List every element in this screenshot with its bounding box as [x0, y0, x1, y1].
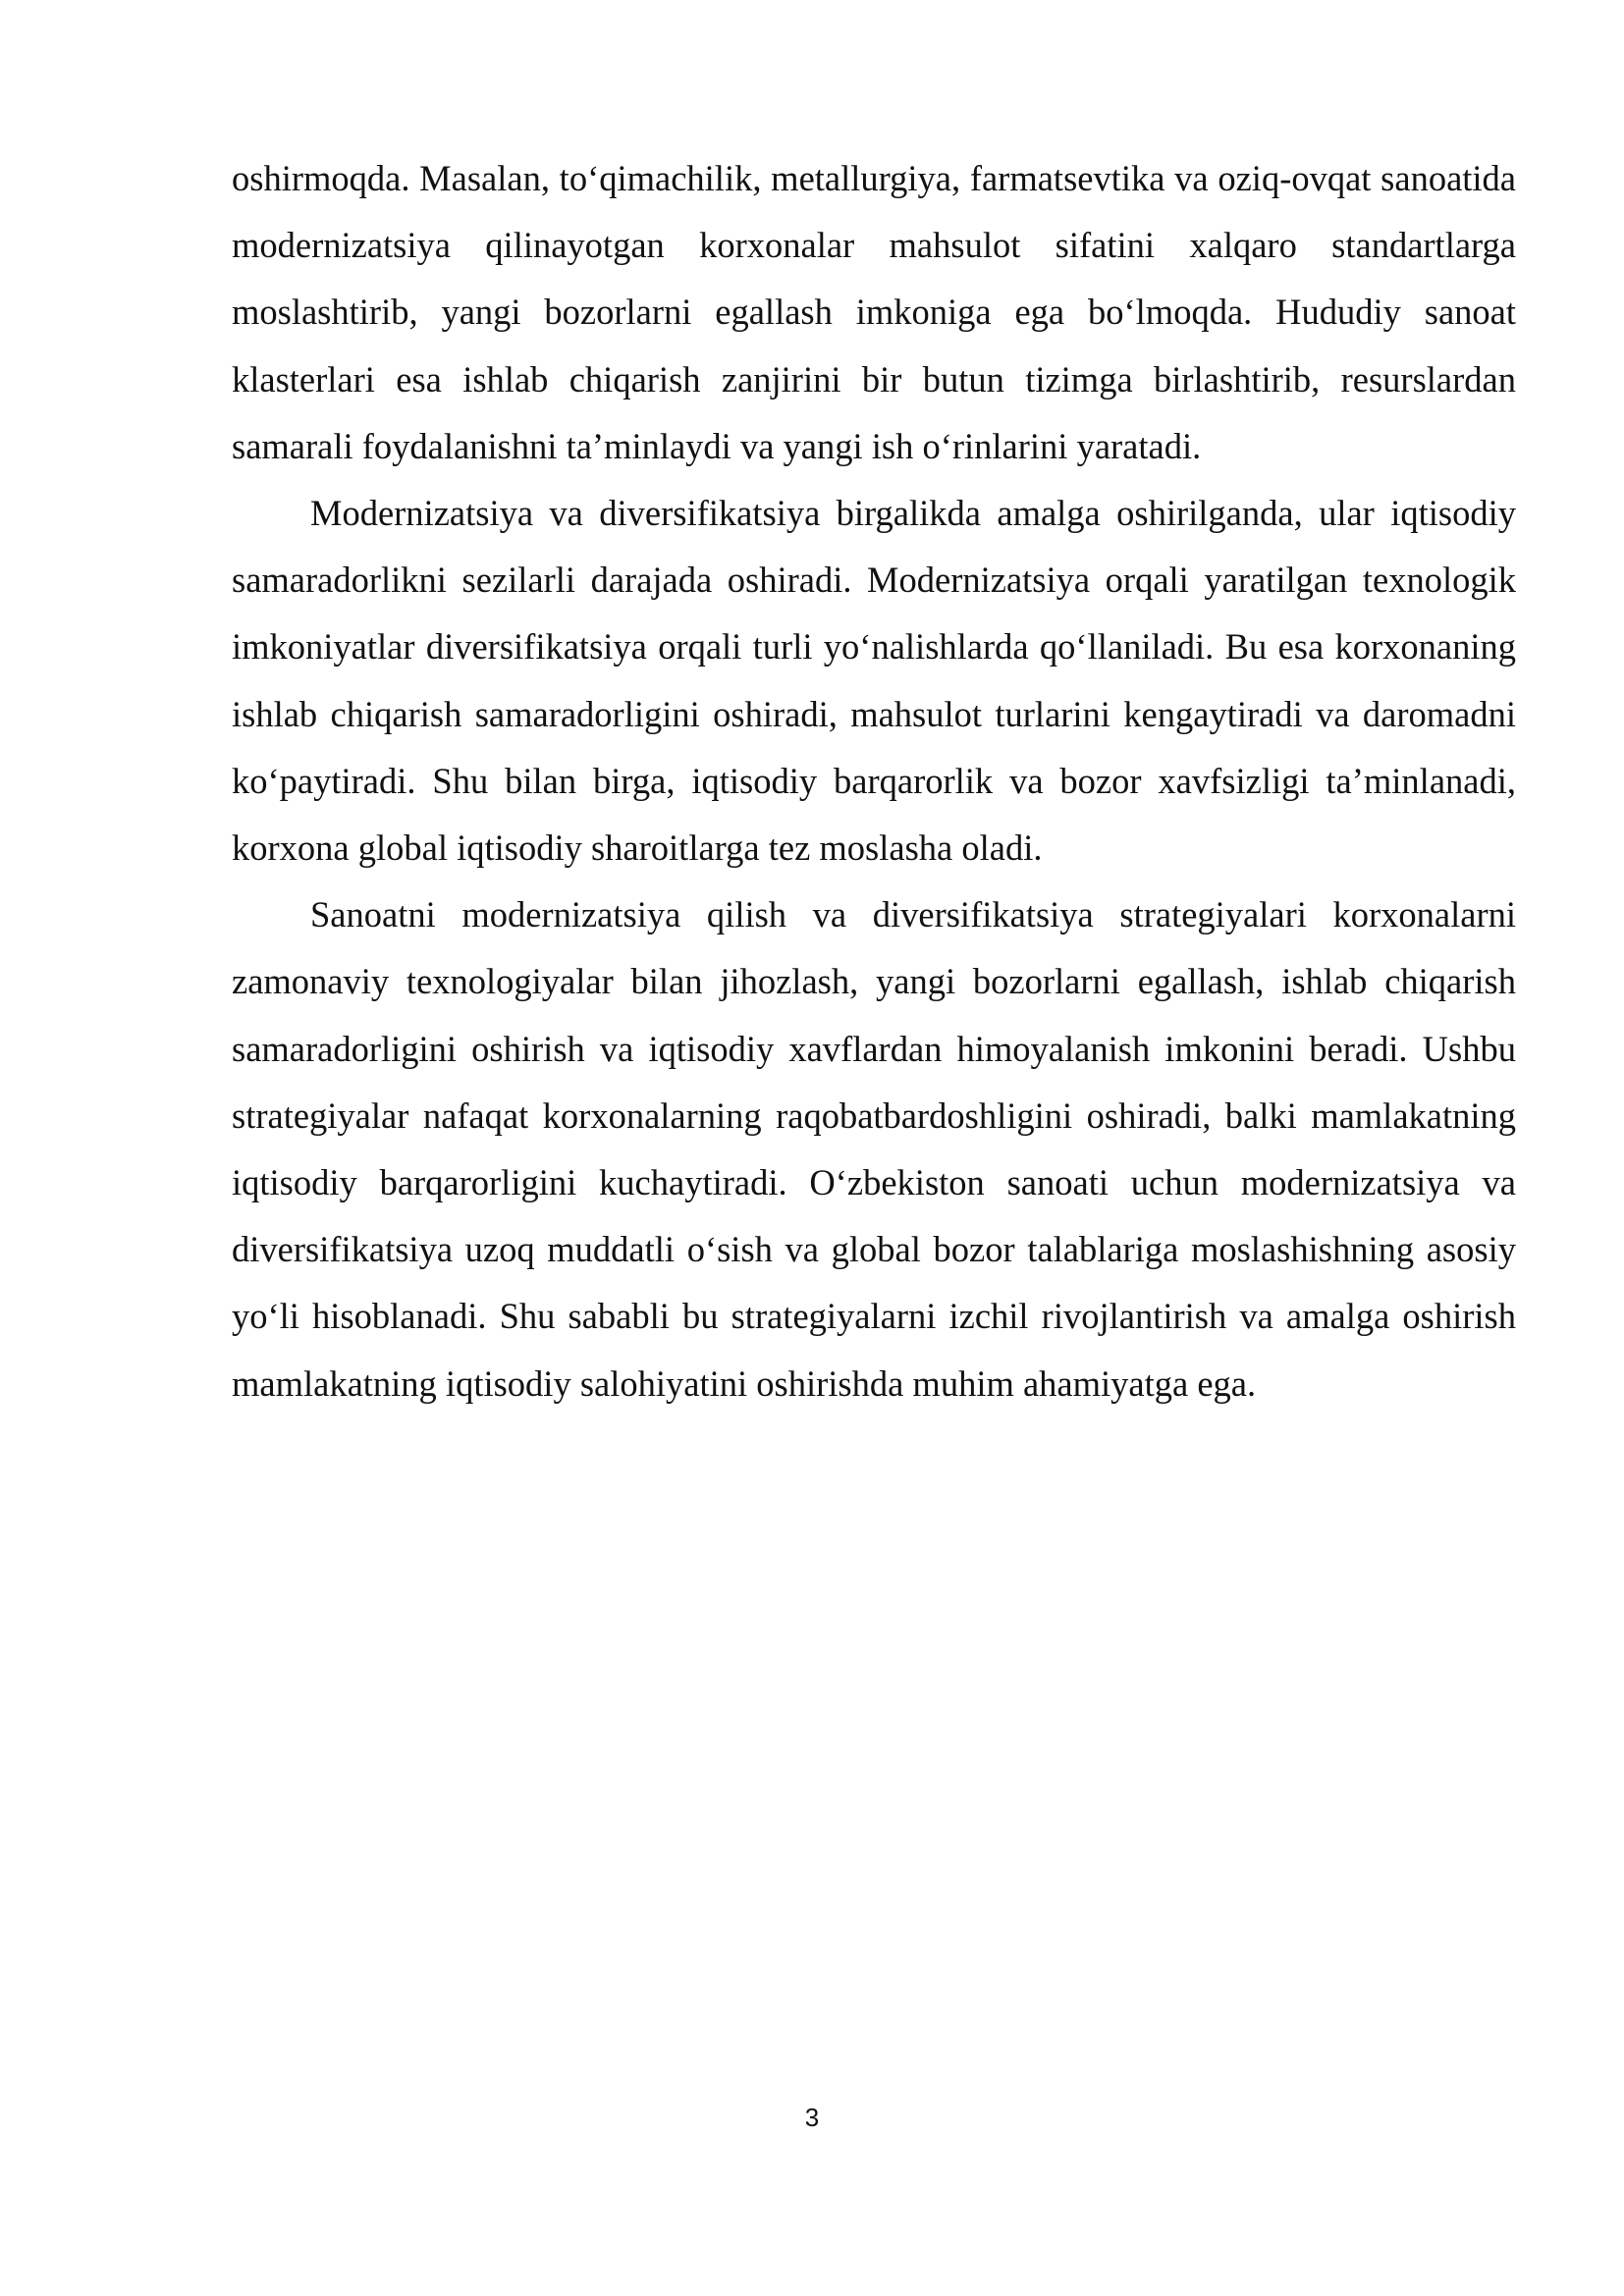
paragraph: Modernizatsiya va diversifikatsiya birgalikda amalga oshirilganda, ular iqtisodiy samaradorlikni sezilarli darajada oshiradi. Modernizatsiya orqali yaratilgan texnologik imkoniyatlar diversifikatsiya orqali turli yo‘nalishlarda qo‘llaniladi. Bu esa korxonaning ishlab chiqarish samaradorligini oshiradi, mahsulot turlarini kengaytiradi va daromadni ko‘paytiradi. Shu bilan birga, iqtisodiy barqarorlik va bozor xavfsizligi ta’minlanadi, korxona global iqtisodiy sharoitlarga tez moslasha oladi. [232, 493, 1516, 869]
page-number: 3 [804, 2103, 820, 2132]
paragraph: Sanoatni modernizatsiya qilish va diversifikatsiya strategiyalari korxonalarni zamonaviy texnologiyalar bilan jihozlash, yangi bozorlarni egallash, ishlab chiqarish samaradorligini oshirish va iqtisodiy xavflardan himoyalanish imkonini beradi. Ushbu strategiyalar nafaqat korxonalarning raqobatbardoshligini oshiradi, balki mamlakatning iqtisodiy barqarorligini kuchaytiradi. O‘zbekiston sanoati uchun modernizatsiya va diversifikatsiya uzoq muddatli o‘sish va global bozor talablariga moslashishning asosiy yo‘li hisoblanadi. Shu sababli bu strategiyalarni izchil rivojlantirish va amalga oshirish mamlakatning iqtisodiy salohiyatini oshirishda muhim ahamiyatga ega. [232, 894, 1516, 1404]
body-text [232, 145, 1516, 1417]
paragraph-continuation: oshirmoqda. Masalan, to‘qimachilik, metallurgiya, farmatsevtika va oziq-ovqat sanoatida modernizatsiya qilinayotgan korxonalar mahsulot sifatini xalqaro standartlarga moslashtirib, yangi bozorlarni egallash imkoniga ega bo‘lmoqda. Hududiy sanoat klasterlari esa ishlab chiqarish zanjirini bir butun tizimga birlashtirib, resurslardan samarali foydalanishni ta’minlaydi va yangi ish o‘rinlarini yaratadi. [232, 158, 1516, 466]
